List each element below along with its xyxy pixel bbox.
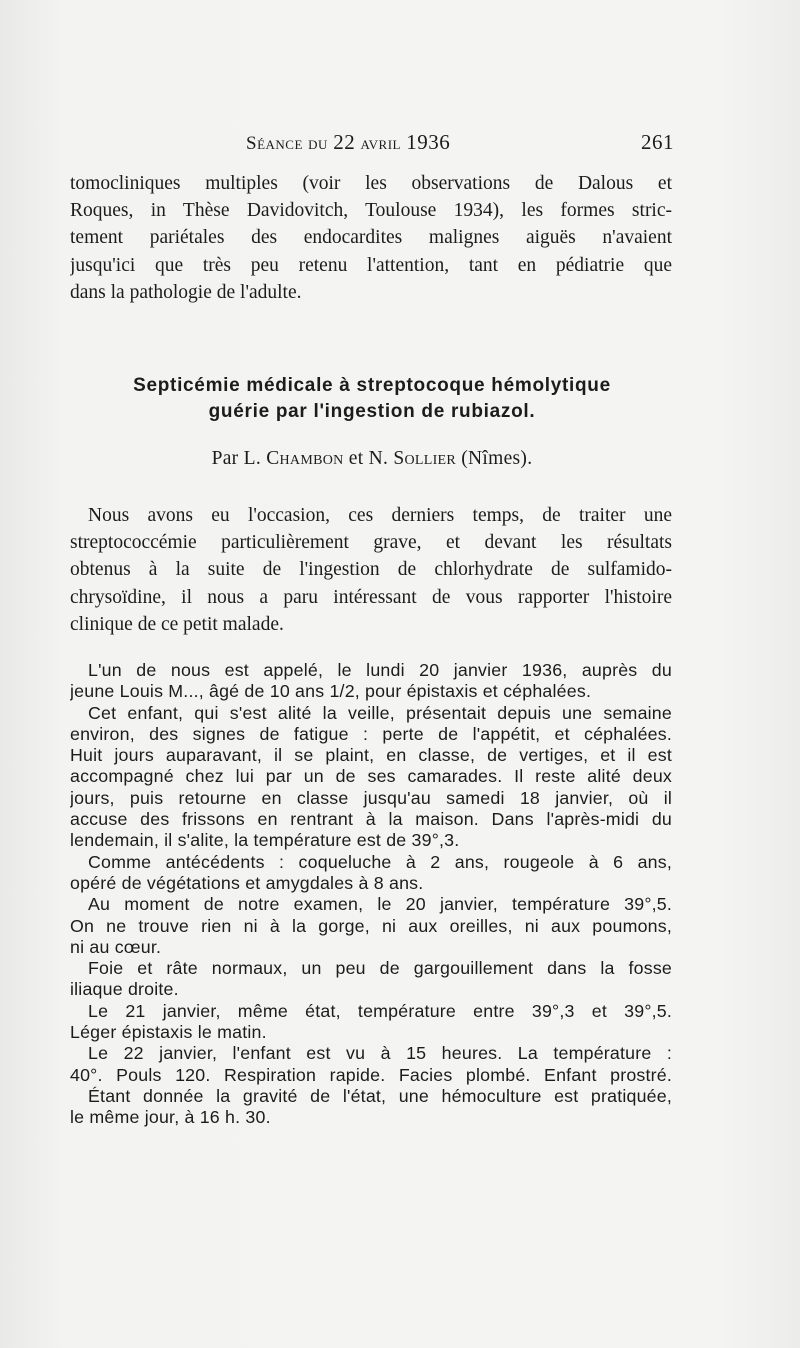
text-line: Huit jours auparavant, il se plaint, en classe, de vertiges, et il est [70, 745, 672, 766]
article-byline: Par L. Chambon et N. Sollier (Nîmes). [211, 448, 533, 469]
text-line: Étant donnée la gravité de l'état, une hémoculture est pratiquée, [88, 1085, 672, 1106]
text-line: clinique de ce petit malade. [70, 613, 284, 635]
text-line: tomocliniques multiples (voir les observations de Dalous et [70, 173, 672, 194]
text-line: environ, des signes de fatigue : perte de l'appétit, et céphalées. [70, 723, 672, 744]
text-line: Nous avons eu l'occasion, ces derniers temps, de traiter une [88, 505, 672, 526]
text-line: lendemain, il s'alite, la température est de 39°,3. [70, 830, 460, 851]
text-line: obtenus à la suite de l'ingestion de chlorhydrate de sulfamido- [70, 559, 672, 581]
text-line: Cet enfant, qui s'est alité la veille, présentait depuis une semaine [88, 702, 672, 723]
text-line: tement pariétales des endocardites malignes aiguës n'avaient [70, 227, 672, 249]
text-line: On ne trouve rien ni à la gorge, ni aux oreilles, ni aux poumons, [70, 915, 672, 936]
text-line: 40°. Pouls 120. Respiration rapide. Facies plombé. Enfant prostré. [70, 1064, 672, 1085]
page-number: 261 [641, 130, 674, 154]
text-line: accompagné chez lui par un de ses camarades. Il reste alité deux [70, 766, 672, 787]
article-title-line-1: Septicémie médicale à streptocoque hémolytique [133, 375, 611, 396]
text-line: Le 21 janvier, même état, température entre 39°,3 et 39°,5. [88, 1000, 672, 1021]
text-line: le même jour, à 16 h. 30. [70, 1107, 271, 1128]
text-line: Foie et râte normaux, un peu de gargouillement dans la fosse [88, 958, 672, 979]
running-title: Séance du 22 avril 1936 [246, 130, 451, 154]
text-line: dans la pathologie de l'adulte. [70, 281, 302, 303]
text-line: iliaque droite. [70, 979, 179, 1000]
article-title-line-2: guérie par l'ingestion de rubiazol. [208, 401, 536, 422]
intro-paragraph [70, 502, 672, 638]
text-line: opéré de végétations et amygdales à 8 ans. [70, 872, 424, 893]
text-line: Au moment de notre examen, le 20 janvier, température 39°,5. [88, 894, 672, 915]
text-line: jusqu'ici que très peu retenu l'attention, tant en pédiatrie que [70, 254, 672, 276]
continued-paragraph [70, 170, 672, 306]
text-line: chrysoïdine, il nous a paru intéressant de vous rapporter l'histoire [70, 586, 672, 608]
text-line: Comme antécédents : coqueluche à 2 ans, rougeole à 6 ans, [88, 851, 672, 872]
text-line: Roques, in Thèse Davidovitch, Toulouse 1934), les formes stric- [70, 200, 672, 222]
text-line: Le 22 janvier, l'enfant est vu à 15 heures. La température : [88, 1043, 672, 1064]
text-line: accuse des frissons en rentrant à la maison. Dans l'après-midi du [70, 809, 672, 830]
author-name: Sollier [393, 448, 457, 469]
text-line: jeune Louis M..., âgé de 10 ans 1/2, pour épistaxis et céphalées. [70, 681, 592, 702]
text-line: jours, puis retourne en classe jusqu'au samedi 18 janvier, où il [70, 787, 672, 808]
text-line: streptococcémie particulièrement grave, et devant les résultats [70, 532, 672, 554]
text-line: ni au cœur. [70, 936, 162, 957]
text-line: L'un de nous est appelé, le lundi 20 janvier 1936, auprès du [88, 660, 672, 680]
page-header [70, 130, 674, 158]
author-name: Chambon [266, 448, 344, 469]
case-report [70, 660, 672, 1129]
text-line: Léger épistaxis le matin. [70, 1022, 267, 1043]
